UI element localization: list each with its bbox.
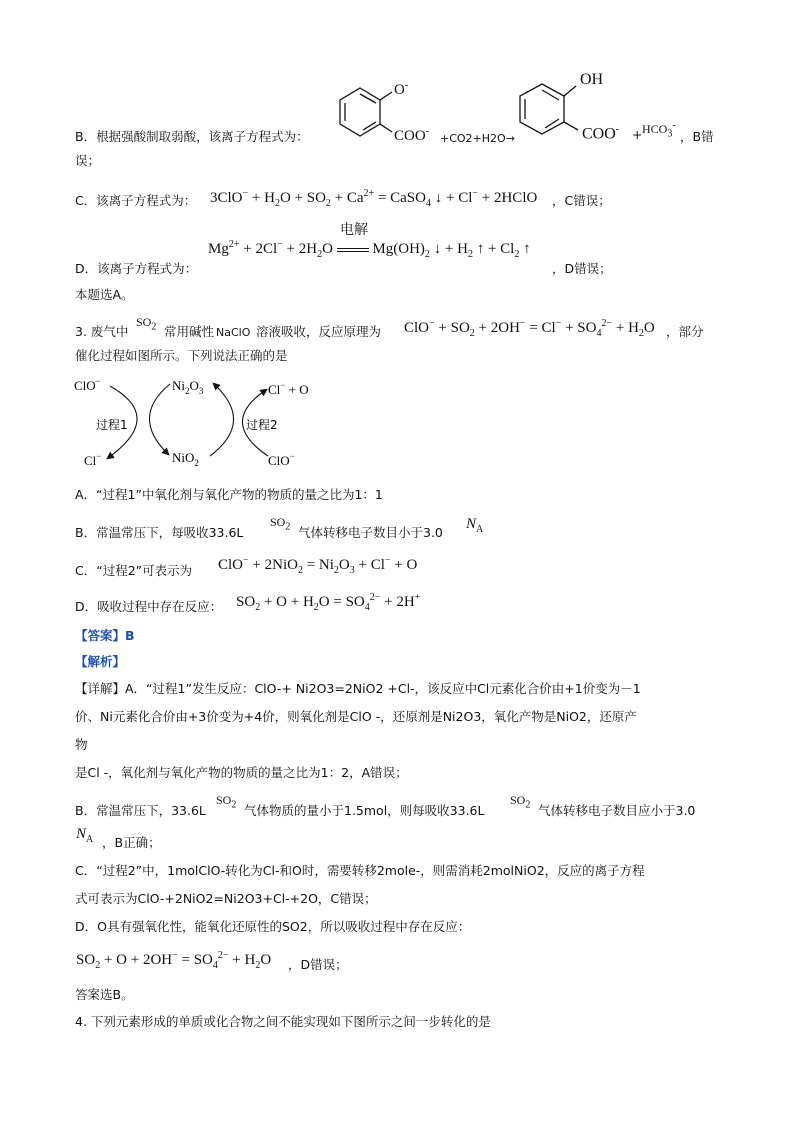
detail-so2-1: $SO_2$ — [216, 793, 237, 811]
analysis-label: 【解析】 — [75, 654, 126, 669]
electrolysis-label: 电解 — [340, 222, 368, 238]
diagram-clo-bottom: ClO− — [268, 451, 295, 468]
detail-line-8: 式可表示为ClO-+2NiO2=Ni2O3+Cl-+2O，C错误； — [75, 891, 377, 906]
detail-so2-2: $SO_2$ — [510, 793, 531, 811]
q3-option-b-b: 气体转移电子数目小于3.0 — [298, 525, 443, 540]
detail-line-5a: B．常温常压下，33.6L — [75, 803, 206, 818]
detail-line-9: D．O具有强氧化性，能氧化还原性的SO2，所以吸收过程中存在反应： — [75, 919, 471, 934]
q3-reaction: $ClO^- + SO_2 + 2OH^- = Cl^- + SO_4^{2-} + H_2O$ — [404, 318, 655, 339]
detail-line-3: 物 — [75, 737, 88, 752]
choose-a: 本题选A。 — [75, 287, 134, 302]
phenolate-o: O- — [394, 80, 409, 98]
diagram-clo-top: ClO− — [74, 376, 101, 393]
q3-option-d-equation: $SO_2 + O + H_2O = SO_4^{2-} + 2H^+$ — [236, 592, 421, 613]
q3-so2: $SO_2$ — [136, 315, 157, 333]
line-d-label: D．该离子方程式为： — [75, 261, 198, 276]
line-b-mid: +CO2+H2O→ — [440, 132, 515, 145]
detail-line-6: ，B正确； — [102, 835, 161, 850]
line-b-tail2: 误； — [75, 153, 101, 168]
catalysis-cycle-diagram — [70, 372, 330, 472]
q3-option-b-a: B．常温常压下，每吸收33.6L — [75, 525, 244, 540]
q3-line2: 催化过程如图所示。下列说法正确的是 — [75, 348, 288, 363]
q3-option-a: A．“过程1”中氧化剂与氧化产物的物质的量之比为1：1 — [75, 487, 383, 502]
detail-line-1: 【详解】A．“过程1”发生反应：ClO-+ Ni2O3=2NiO2 +Cl-，该反应中Cl元素化合价由+1价变为－1 — [75, 681, 641, 696]
q3-option-c: C．“过程2”可表示为 — [75, 563, 193, 578]
detail-line-5c: 气体转移电子数目应小于3.0 — [538, 803, 696, 818]
diagram-nio2: NiO$_2$ — [172, 450, 199, 468]
diagram-process2: 过程2 — [246, 418, 278, 432]
detail-line-5b: 气体物质的量小于1.5mol，则每吸收33.6L — [244, 803, 485, 818]
detail-line-2: 价、Ni元素化合价由+3价变为+4价，则氧化剂是ClO -，还原剂是Ni2O3，氧化产物是NiO2，还原产 — [75, 709, 637, 724]
line-d-tail: ，D错误； — [552, 261, 612, 276]
detail-line-10: ，D错误； — [288, 957, 348, 972]
q3-option-d: D．吸收过程中存在反应： — [75, 599, 223, 614]
line-b-tail: ，B错 — [680, 129, 714, 144]
q3-option-b-so2: $SO_2$ — [270, 515, 291, 533]
diagram-process1: 过程1 — [96, 418, 128, 432]
detail-na: $N_A$ — [76, 826, 94, 845]
line-c-label: C．该离子方程式为： — [75, 193, 197, 208]
detail-line-7: C．“过程2”中，1molClO-转化为Cl-和O时，需要转移2mole-，则需消耗2molNiO2，反应的离子方程 — [75, 863, 645, 878]
question-4: 4. 下列元素形成的单质或化合物之间不能实现如下图所示之间一步转化的是 — [75, 1014, 491, 1029]
diagram-ni2o3: $Ni_2O_3$ — [172, 378, 204, 396]
q3-line1c: NaClO — [216, 326, 251, 339]
line-c-equation: $3ClO^- + H_2O + SO_2 + Ca^{2+}$ = CaSO$_4$ ↓ + Cl− + 2HClO — [210, 188, 538, 209]
q3-option-b-na: $N_A$ — [466, 516, 484, 535]
salicylate-oh: OH — [580, 71, 604, 88]
hco3-formula: $HCO_3^-$ — [642, 120, 676, 140]
line-c-tail: ，C错误； — [552, 193, 611, 208]
q3-line1d: 溶液吸收，反应原理为 — [256, 324, 382, 339]
q3-option-c-equation: $ClO^- + 2NiO_2 = Ni_2O_3 + Cl^- + O$ — [218, 555, 418, 576]
diagram-cl-bottom: Cl− — [84, 451, 102, 468]
detail-line-4: 是Cl -，氧化剂与氧化产物的物质的量之比为1：2，A错误； — [75, 765, 408, 780]
detail-line-11: 答案选B。 — [75, 987, 134, 1002]
answer-label: 【答案】B — [75, 628, 135, 643]
detail-d-equation: $SO_2 + O + 2OH^- = SO_4^{2-} + H_2O$ — [76, 950, 272, 971]
line-b-label: B．根据强酸制取弱酸，该离子方程式为： — [75, 129, 309, 144]
line-b-plus: + — [632, 127, 643, 142]
phenolate-coo: COO- — [394, 126, 430, 144]
diagram-cl-o: Cl− + O — [268, 380, 309, 397]
q3-line1e: ，部分 — [666, 324, 704, 339]
q3-line1a: 3. 废气中 — [75, 324, 129, 339]
salicylate-coo: COO- — [582, 124, 620, 143]
line-d-equation: $Mg^{2+} + 2Cl^- + 2H_2O$ $Mg(OH)_2$ ↓ + $H_2$ ↑ + $Cl_2$ ↑ — [208, 239, 531, 260]
q3-line1b: 常用碱性 — [164, 324, 215, 339]
